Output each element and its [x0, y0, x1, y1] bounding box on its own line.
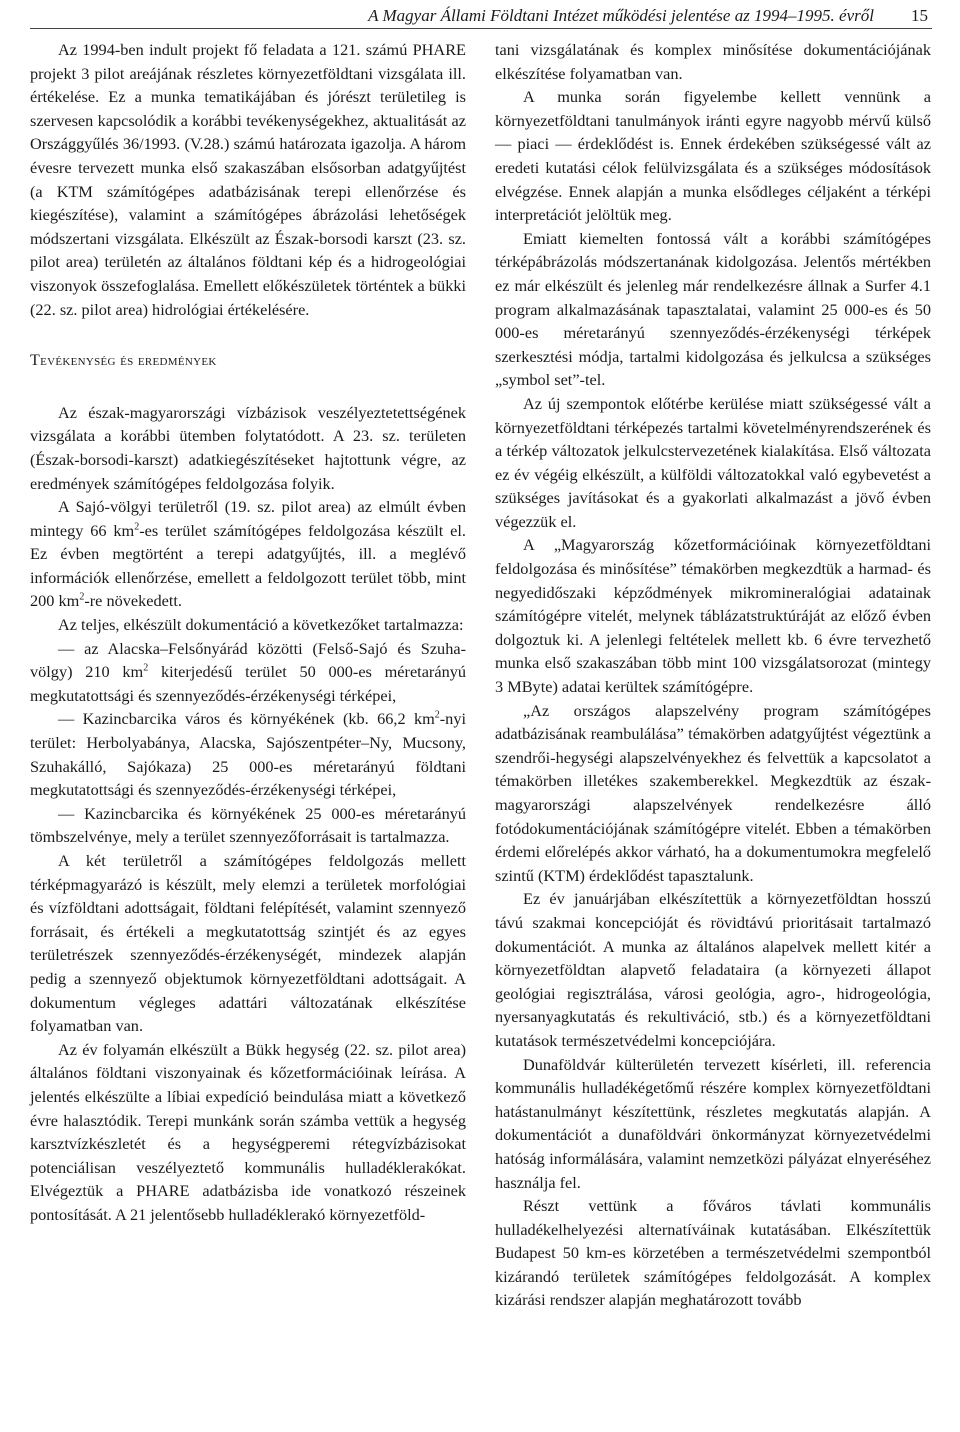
list-item: — Kazincbarcika város és környékének (kb. 66,2 $km^2$-nyi terület: Herbolyabánya, Alacska, Sajószentpéter–Ny, Mucsony, Szuhakálló, Sajókaza) 25 000-es méretarányú földtani megkutatottsági és szennyeződés-érzékenységi térképei, [30, 709, 466, 800]
paragraph: Emiatt kiemelten fontossá vált a korábbi számítógépes térképábrázolás módszertanának kidolgozása. Jelentős mértékben ez már elkészült és jelenleg már rendelkezésre állnak a Surfer 4.1 program alkalmazásának tapasztalatai, valamint 25 000-es és 50 000-es méretarányú szennyeződés-érzékenységi térképek szerkesztési módja, tartalmi kidolgozása és jelkulcsa a szükséges „symbol set”-tel. [495, 228, 931, 390]
paragraph: Részt vettünk a főváros távlati kommunális hulladékelhelyezési alternatíváinak kutatásában. Elkészítettük Budapest 50 km-es körzetében a természetvédelmi szempontból kizárandó területek számítógépes feldolgozását. A komplex kizárási rendszer alapján meghatározott tovább [495, 1196, 931, 1310]
paragraph: A Sajó-völgyi területről (19. sz. pilot area) az elmúlt évben mintegy 66 $km^2-es$ terület számítógépes feldolgozása készült el. Ez évben megtörtént a terepi adatgyűjtés, ill. a meglévő információk ellenőrzése, emellett a feldolgozott terület több, mint 200 $km^2-re$ növekedett. [30, 497, 467, 611]
running-header [30, 4, 932, 29]
paragraph: tani vizsgálatának és komplex minősítése dokumentációjának elkészítése folyamatban van. [495, 40, 931, 83]
paragraph: A két területről a számítógépes feldolgozás mellett térképmagyarázó is készült, mely elemzi a területek morfológiai és vízföldtani adottságait, földtani felépítését, valamint szennyező forrásait, és értékeli a megkutatottság szintjét és az egyes területrészek szennyeződés-érzékenységét, mindezek alapján pedig a szennyező objektumok környezetföldtani adottságait. A dokumentum végleges adattári változatának elkészítése folyamatban van. [30, 851, 466, 1036]
paragraph: A munka során figyelembe kellett vennünk a környezetföldtani tanulmányok iránti egyre nagyobb mérvű külső — piaci — érdeklődést is. Ennek érdekében szükségessé vált az eredeti kutatási célok felülvizsgálata és a szükséges módosítások elvégzése. Ennek alapján a munka elsődleges céljaként a térképi interpretációt jelöltük meg. [495, 87, 931, 225]
paragraph: Az észak-magyarországi vízbázisok veszélyeztetettségének vizsgálata a korábbi ütemben folytatódott. A 23. sz. területen (Észak-borsodi-karszt) adatkiegészítéseket hajtottunk végre, az eredmények számítógépes feldolgozása folyik. [30, 402, 466, 493]
left-column [30, 38, 466, 1227]
page-number: 15 [911, 6, 928, 25]
right-column [495, 38, 931, 1312]
paragraph: „Az országos alapszelvény program számítógépes adatbázisának reambulálása” témakörben adatgyűjtést végeztünk a szendrői-hegységi alapszelvényekhez és felvettük a kapcsolatot a témakörben illetékes szakemberekkel. Megkezdtük az észak-magyarországi alapszelvények rendelkezésre álló fotódokumentációjának számítógépre vitelét. Ebben a témakörben érdemi előrelépés akkor várható, ha a dokumentumokra megfelelő szintű (KTM) érdeklődést tapasztalunk. [495, 700, 931, 885]
paragraph: Az év folyamán elkészült a Bükk hegység (22. sz. pilot area) általános földtani viszonyainak és kőzetformációinak leírása. A jelentés elkészülte a líbiai expedíció beindulása miatt a következő évre halasztódik. Terepi munkánk során számba vettük a hegység karsztvízkészletét és a hegységperemi rétegvízbázisokat potenciálisan veszélyeztető kommunális hulladéklerakókat. Elvégeztük a PHARE adatbázisba ide vonatkozó részeinek pontosítását. A 21 jelentősebb hulladéklerakó környezetföld- [30, 1039, 466, 1224]
paragraph: Dunaföldvár külterületén tervezett kísérleti, ill. referencia kommunális hulladékégetőmű részére komplex környezetföldtani hatástanulmányt készítettünk, részletes megkutatás alapján. A dokumentációt a dunaföldvári önkormányzat környezetvédelmi hatóság informálására, valamint nemzetközi pályázat elnyeréséhez használja fel. [495, 1054, 931, 1192]
paragraph: Az új szempontok előtérbe kerülése miatt szükségessé vált a környezetföldtani térképezés tartalmi követelményrendszerének és a térkép változatok jelkulcstervezetének kialakítása. Első változata ez év végéig elkészült, a külföldi változatokkal való egybevetést a szükséges javításokat és a gyakorlati alkalmazást a jövő évben végezzük el. [495, 393, 931, 531]
paragraph: Az teljes, elkészült dokumentáció a következőket tartalmazza: [58, 615, 464, 635]
paragraph: A „Magyarország kőzetformációinak környezetföldtani feldolgozása és minősítése” témakörben megkezdtük a harmad- és negyedidőszaki képződmények mikromineralógiai adatainak számítógépre vitelét, melynek táblázatstruktúráját az előző évben dolgoztuk ki. A jelenlegi feltételek mellett kb. 6 évre tervezhető munka első szakaszában több mint 100 vizsgálatsorozat (mintegy 3 MByte) adatai kerültek számítógépre. [495, 535, 931, 697]
header-title: A Magyar Állami Földtani Intézet működési jelentése az 1994–1995. évről [368, 6, 874, 25]
paragraph: Ez év januárjában elkészítettük a környezetföldtan hosszú távú szakmai koncepcióját és rövidtávú prioritásait tartalmazó dokumentációt. A munka az általános alapelvek mellett kitér a környezetföldtan alapvető feladataira (a környezeti állapot geológiai regisztrálása, városi geológia, agro-, hidrogeológia, nyersanyagkutatás és rekultiváció, stb.) és a környezetföldtani kutatások természetvédelmi koncepciójára. [495, 889, 931, 1050]
list-item: — az Alacska–Felsőnyárád közötti (Felső-Sajó és Szuha-völgy) 210 $km^2$ kiterjedésű terület 50 000-es méretarányú megkutatottsági és szennyeződés-érzékenységi térképei, [30, 638, 466, 705]
paragraph: Az 1994-ben indult projekt fő feladata a 121. számú PHARE projekt 3 pilot areájának részletes környezetföldtani vizsgálata ill. értékelése. Ez a munka tematikájában és jórészt területileg is szervesen kapcsolódik a korábbi tevékenységekhez, aktualitását az Országgyűlés 36/1993. (V.28.) számú határozata igazolja. A három évesre tervezett munka első szakaszában elsősorban adatgyűjtést (a KTM számítógépes adatbázisának terepi ellenőrzése és kiegészítése), valamint a számítógépes ábrázolási lehetőségek módszertani vizsgálata. Elkészült az Észak-borsodi karszt (23. sz. pilot area) területén az általános földtani kép és a hidrogeológiai viszonyok összefoglalása. Emellett előkészületek történtek a bükki (22. sz. pilot area) hidrológiai értékelésére. [30, 40, 466, 319]
list-item: — Kazincbarcika és környékének 25 000-es méretarányú tömbszelvénye, mely a terület szennyezőforrásait is tartalmazza. [30, 803, 466, 847]
section-heading: Tevékenység és eredmények [30, 352, 217, 370]
